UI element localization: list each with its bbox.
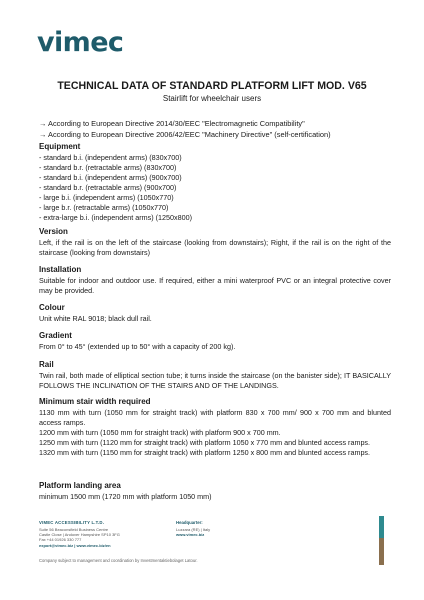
- footer-hq-label: Headquarter:: [176, 520, 203, 525]
- section-title: Minimum stair width required: [39, 397, 151, 406]
- section-text: minimum 1500 mm (1720 mm with platform 1050 mm): [39, 492, 212, 501]
- list-item: - large b.i. (independent arms) (1050x770): [39, 193, 174, 202]
- rail-section: [39, 360, 391, 391]
- section-text: 1250 mm with turn (1120 mm for straight track) with platform 1050 x 770 mm and blunted access ramps.: [39, 438, 371, 447]
- section-title: Colour: [39, 303, 65, 312]
- list-item: - standard b.i. (independent arms) (830x700): [39, 153, 182, 162]
- landing-section: [39, 481, 391, 502]
- directive-machinery: → According to European Directive 2006/42/EEC "Machinery Directive" (self-certification): [39, 130, 331, 139]
- equipment-section: [39, 142, 391, 223]
- footer-address-line: Suite 56 Beaconsfield Business Centre: [39, 527, 109, 532]
- section-text: Left, if the rail is on the left of the staircase (looking from downstairs); Right, if the rail is on the right of the staircase (looking from downstairs): [39, 238, 391, 257]
- list-item: - large b.r. (retractable arms) (1050x770): [39, 203, 169, 212]
- vimec-logo: vimec: [37, 27, 124, 58]
- section-title: Equipment: [39, 142, 81, 151]
- list-item: - extra-large b.i. (independent arms) (1250x800): [39, 213, 193, 222]
- section-text: Unit white RAL 9018; black dull rail.: [39, 314, 152, 323]
- section-title: Platform landing area: [39, 481, 121, 490]
- accent-bar-teal: [379, 516, 384, 538]
- footer-note: Company subject to management and coordination by Investmentaktiebolaget Latour.: [39, 558, 198, 563]
- accent-bar-brown: [379, 538, 384, 565]
- footer-phone: Fax +44 01926 330 777: [39, 537, 82, 543]
- section-title: Rail: [39, 360, 54, 369]
- footer-hq-web-link[interactable]: www.vimec.biz: [176, 532, 205, 538]
- list-item: - standard b.i. (independent arms) (900x700): [39, 173, 182, 182]
- document-title: TECHNICAL DATA OF STANDARD PLATFORM LIFT MOD. V65: [57, 80, 367, 92]
- section-text: 1320 mm with turn (1150 mm for straight track) with platform 1250 x 800 mm and blunted access ramps.: [39, 448, 371, 457]
- section-text: From 0° to 45° (extended up to 50° with a capacity of 200 kg).: [39, 342, 236, 351]
- section-title: Version: [39, 227, 68, 236]
- section-text: Twin rail, both made of elliptical section tube; it turns inside the staircase (on the banister side); IT BASICALLY FOLLOWS THE INCLINATION OF THE STAIRS AND OF THE LANDINGS.: [39, 371, 391, 390]
- version-section: [39, 227, 391, 258]
- section-text: 1200 mm with turn (1050 mm for straight track) with platform 900 x 700 mm.: [39, 428, 281, 437]
- installation-section: [39, 265, 391, 296]
- footer-email-link[interactable]: export@vimec.biz | www.vimec.biz/en: [39, 542, 111, 548]
- section-title: Installation: [39, 265, 82, 274]
- footer-address: [39, 527, 120, 548]
- directives: [39, 118, 399, 140]
- directive-emc: → According to European Directive 2014/30/EEC "Electromagnetic Compatibility": [39, 119, 305, 128]
- footer-hq: [176, 527, 210, 537]
- section-title: Gradient: [39, 331, 72, 340]
- section-text: Suitable for indoor and outdoor use. If required, either a mini waterproof PVC or an integral protective cover may be provided.: [39, 276, 391, 295]
- section-text: 1130 mm with turn (1050 mm for straight track) with platform 830 x 700 mm/ 900 x 700 mm and blunted access ramps.: [39, 408, 391, 427]
- min-width-section: [39, 397, 391, 458]
- list-item: - standard b.r. (retractable arms) (830x700): [39, 163, 177, 172]
- footer-address-line: Castle Close | Andover Hampshire SP10 3FG: [39, 532, 120, 538]
- colour-section: [39, 303, 391, 324]
- document-subtitle: Stairlift for wheelchair users: [162, 94, 262, 103]
- list-item: - standard b.r. (retractable arms) (900x700): [39, 183, 177, 192]
- footer-hq-address: Luzzara (RE) | Italy: [176, 527, 211, 532]
- gradient-section: [39, 331, 391, 352]
- footer-company: VIMEC ACCESSIBILITY L.T.D.: [39, 520, 105, 525]
